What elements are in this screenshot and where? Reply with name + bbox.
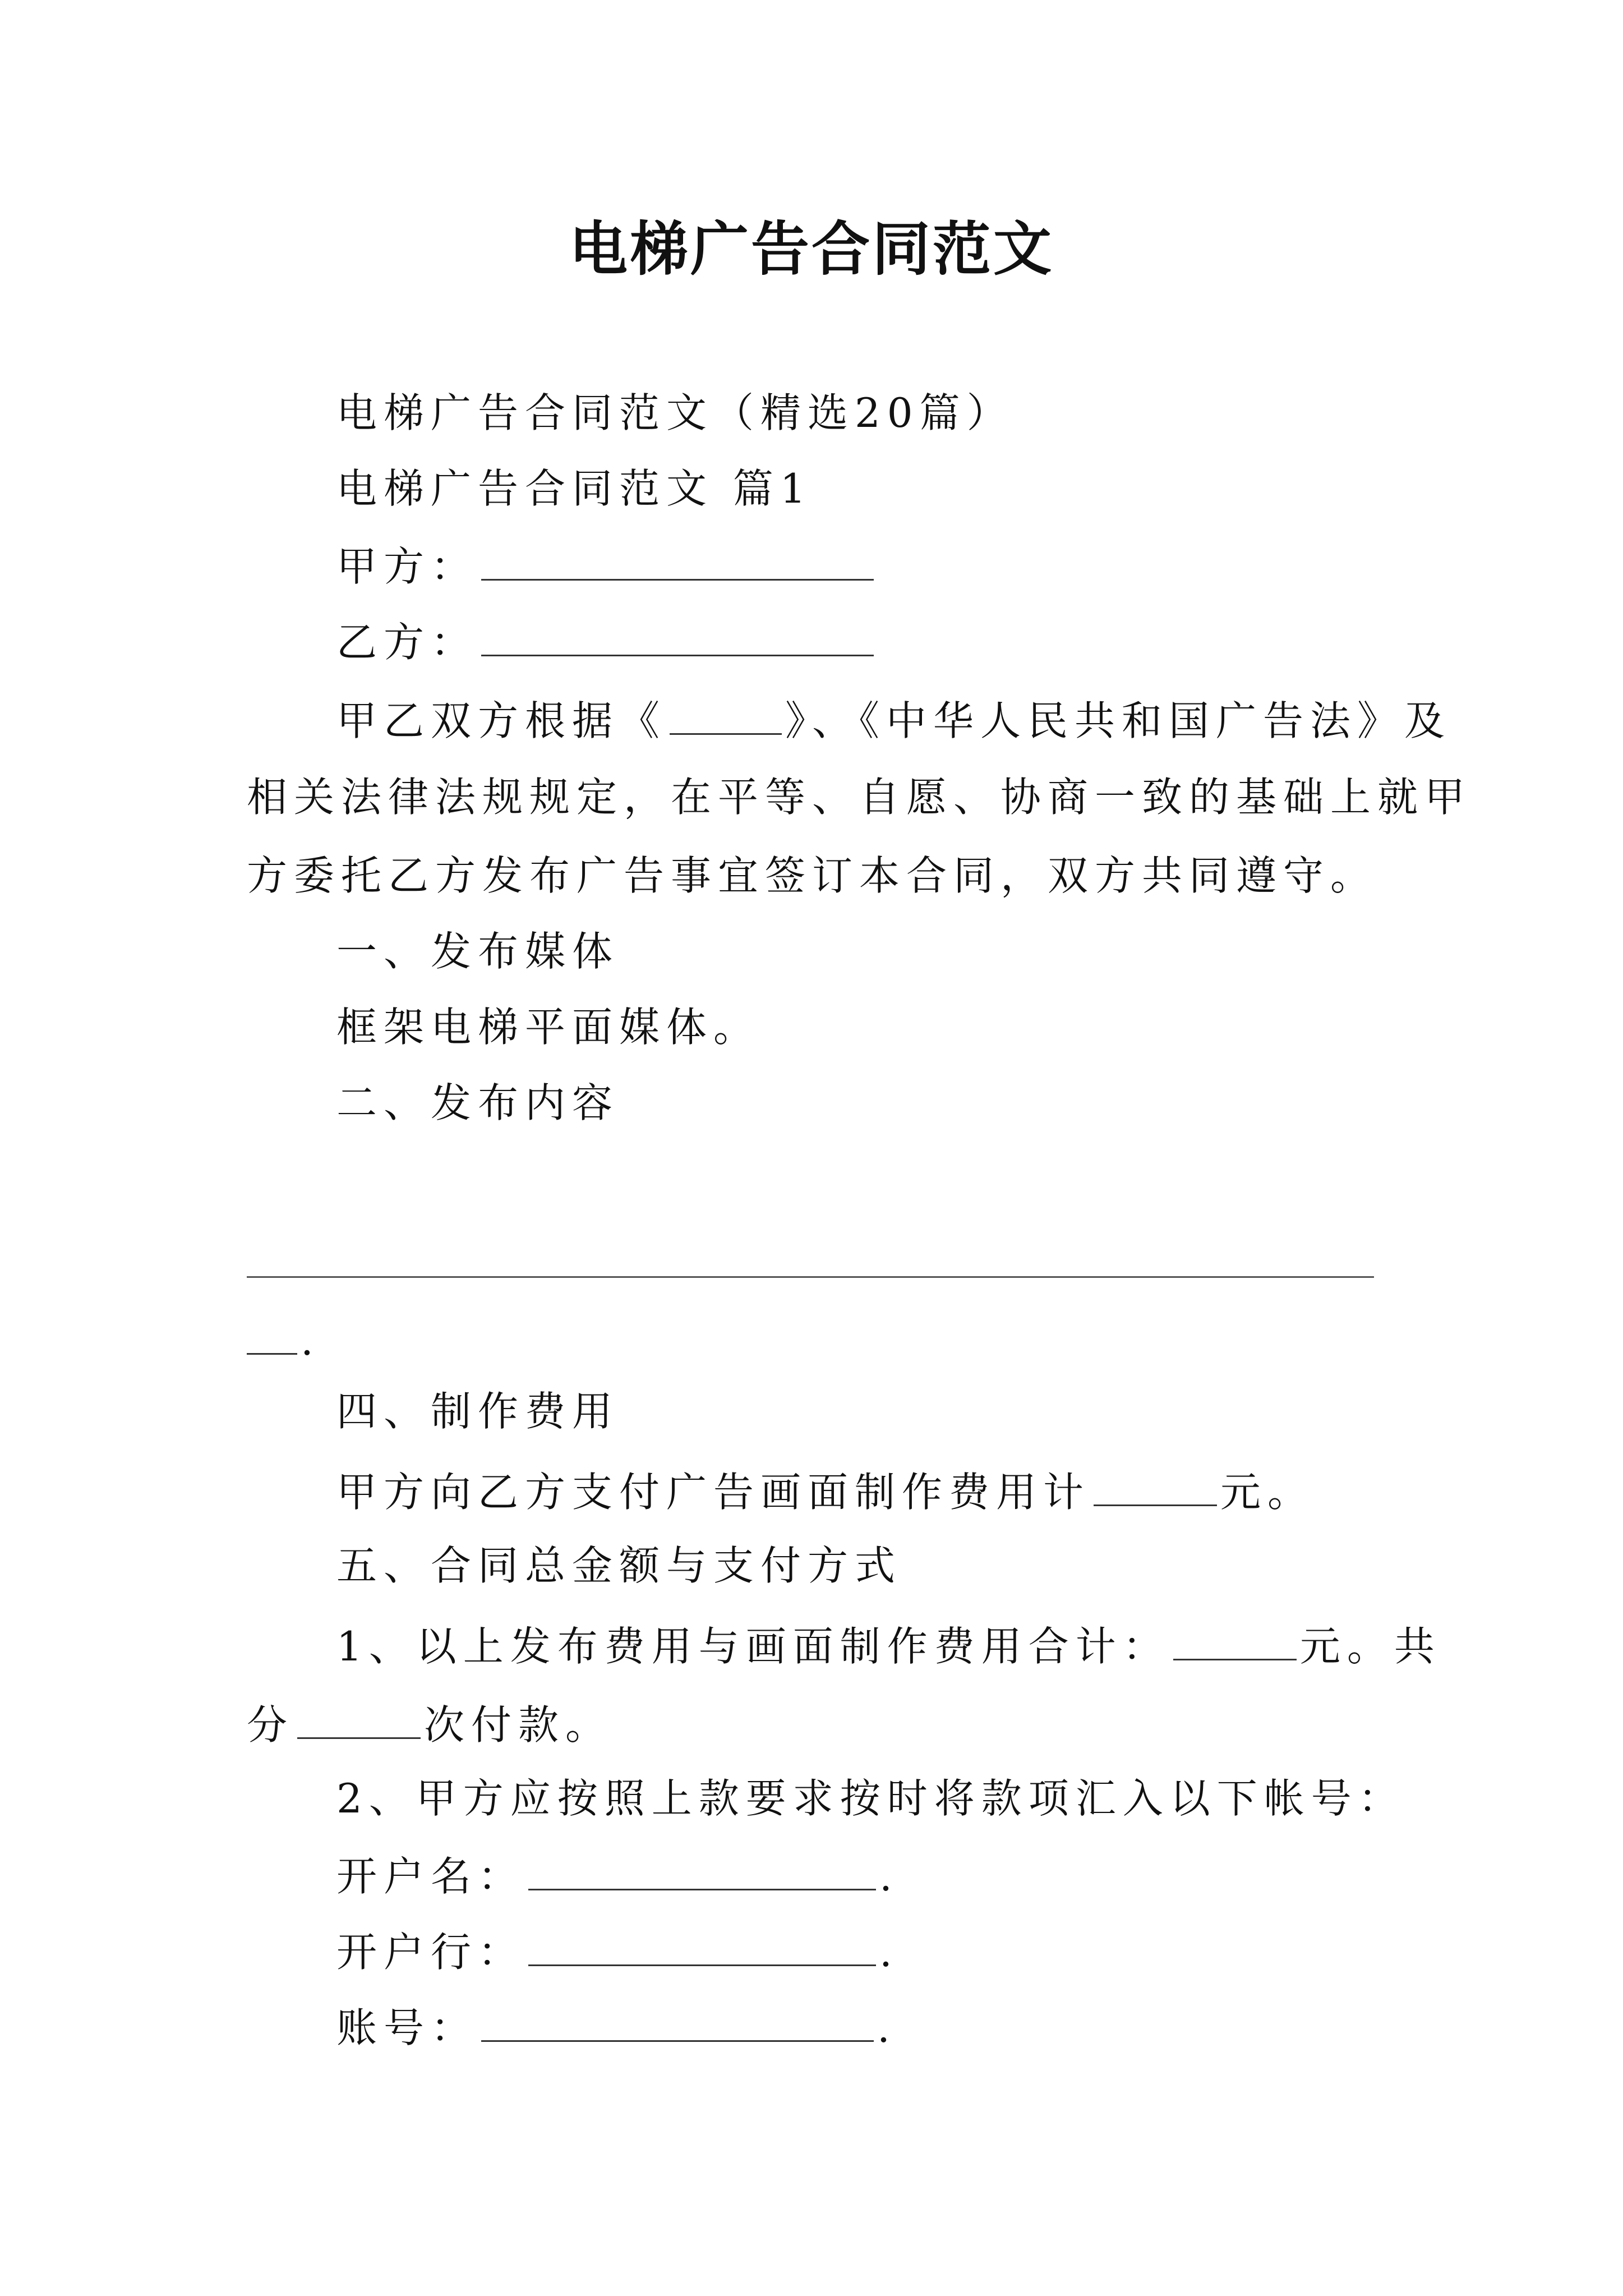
party-b-line [336,619,877,666]
party-b-blank[interactable] [481,620,874,656]
intro-line-3: 方委托乙方发布广告事宜签订本合同，双方共同遵守。 [247,852,1378,899]
party-a-line [336,543,877,590]
account-name-line [336,1853,899,1900]
account-name-label: 开户名： [336,1853,525,1900]
intro-line-2: 相关法律法规规定，在平等、自愿、协商一致的基础上就甲 [247,774,1472,821]
account-name-period: . [879,1853,899,1900]
account-number-period: . [877,2004,897,2051]
account-name-blank[interactable] [528,1854,876,1890]
party-b-label: 乙方： [336,619,478,666]
intro-line-1 [336,697,1452,744]
content-fill-line[interactable] [247,1276,1374,1278]
installments-blank[interactable] [297,1703,421,1739]
content-fill-end-blank[interactable] [247,1318,297,1355]
section-4-body [336,1469,1315,1516]
section-4-text-a: 甲方向乙方支付广告画面制作费用计 [336,1469,1091,1516]
section-5-item-1-text-d: 次付款。 [424,1701,613,1749]
section-4-heading: 四、制作费用 [336,1388,620,1435]
document-title: 电梯广告合同范文 [569,214,1054,283]
section-5-item-1-text-c: 分 [247,1701,294,1749]
intro-text-b: 》、《中华人民共和国广告法》及 [785,697,1452,744]
section-1-heading: 一、发布媒体 [336,928,620,975]
law-blank[interactable] [670,698,782,735]
section-5-item-1-text-b: 元。共 [1299,1623,1441,1670]
content-fill-end [247,1317,320,1364]
production-fee-blank[interactable] [1094,1470,1217,1506]
intro-text-a: 甲乙双方根据《 [336,697,667,744]
section-4-text-b: 元。 [1220,1469,1315,1516]
account-bank-line [336,1929,899,1976]
account-bank-period: . [879,1929,899,1976]
account-number-blank[interactable] [481,2005,874,2042]
total-amount-blank[interactable] [1173,1624,1297,1660]
subtitle: 电梯广告合同范文（精选20篇） [336,389,1014,436]
section-5-heading: 五、合同总金额与支付方式 [336,1542,902,1589]
section-heading: 电梯广告合同范文 篇1 [336,465,813,512]
section-5-item-2: 2、甲方应按照上款要求按时将款项汇入以下帐号： [336,1775,1405,1822]
party-a-label: 甲方： [336,543,478,590]
account-bank-blank[interactable] [528,1930,876,1966]
account-bank-label: 开户行： [336,1929,525,1976]
section-5-item-1-cont [247,1701,613,1749]
section-2-heading: 二、发布内容 [336,1079,620,1126]
account-number-line [336,2004,897,2051]
account-number-label: 账号： [336,2004,478,2051]
section-5-item-1 [336,1623,1441,1670]
section-5-item-1-text-a: 1、以上发布费用与画面制作费用合计： [336,1623,1170,1670]
fill-end-period: . [301,1317,320,1364]
section-1-body: 框架电梯平面媒体。 [336,1004,761,1051]
party-a-blank[interactable] [481,544,874,581]
